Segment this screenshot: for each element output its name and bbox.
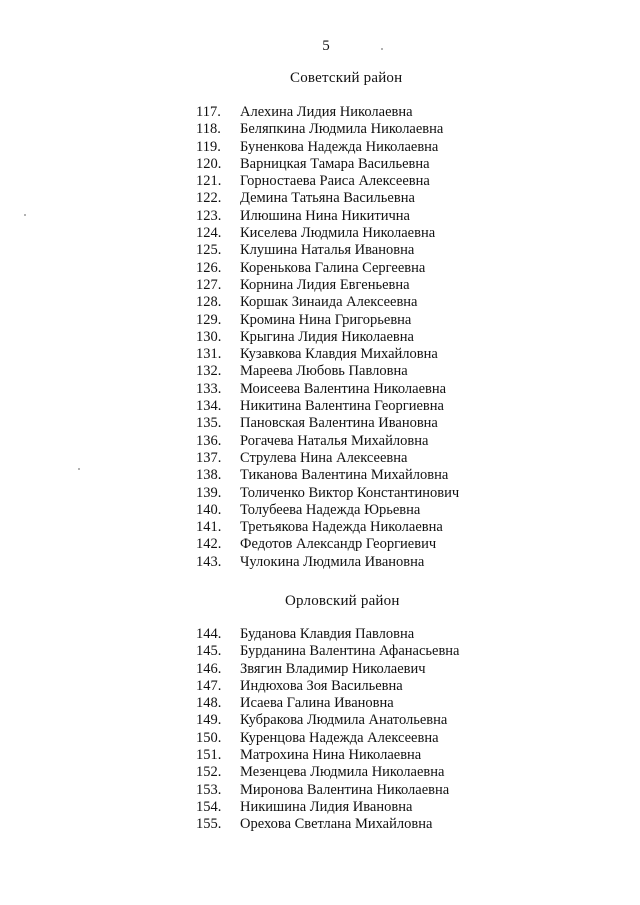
list-item [0,799,640,816]
entry-name: Матрохина Нина Николаевна [240,747,422,764]
list-item [0,536,640,553]
list-item [0,730,640,747]
list-item [0,208,640,225]
entry-name: Кореньковa Галина Сергеевна [240,259,426,276]
list-item [0,450,640,467]
entry-number: 136. [196,432,222,449]
entry-name: Буненкова Надежда Николаевна [240,138,439,155]
entry-number: 153. [196,781,222,798]
list-item [0,363,640,380]
list-item [0,312,640,329]
entry-name: Звягин Владимир Николаевич [240,660,426,677]
entry-name: Варницкая Тамара Васильевна [240,155,430,172]
scan-speck [78,468,80,470]
entry-number: 121. [196,173,222,190]
entry-name: Куренцова Надежда Алексеевна [240,729,439,746]
entry-name: Третьякова Надежда Николаевна [240,519,443,536]
list-item [0,626,640,643]
entry-number: 155. [196,816,222,833]
entry-number: 140. [196,501,222,518]
entry-number: 130. [196,328,222,345]
list-item [0,782,640,799]
list-item [0,190,640,207]
entry-name: Алехина Лидия Николаевна [240,104,413,120]
entry-name: Моисеева Валентина Николаевна [240,380,447,397]
list-item [0,398,640,415]
entry-number: 129. [196,311,222,328]
list-item [0,661,640,678]
entry-number: 125. [196,242,222,259]
list-item [0,467,640,484]
entry-number: 137. [196,449,222,466]
entry-name: Коршак Зинаида Алексеевна [240,294,418,311]
list-item [0,415,640,432]
entry-name: Клушина Наталья Ивановна [240,242,415,259]
list-item [0,695,640,712]
list-item [0,381,640,398]
entry-number: 144. [196,626,222,642]
entry-number: 135. [196,415,222,432]
entry-name: Струлева Нина Алексеевна [240,449,408,466]
list-item [0,104,640,121]
entry-number: 126. [196,259,222,276]
entry-number: 143. [196,553,222,570]
entry-name: Киселева Людмила Николаевна [240,225,436,242]
entry-number: 131. [196,346,222,363]
list-item [0,678,640,695]
entry-number: 117. [196,104,221,120]
entry-number: 142. [196,536,222,553]
list-item [0,173,640,190]
list-item [0,121,640,138]
entry-name: Рогачева Наталья Михайловна [240,432,429,449]
list-item [0,139,640,156]
entry-number: 150. [196,729,222,746]
entry-name: Мезенцева Людмила Николаевна [240,764,445,781]
entry-number: 119. [196,138,221,155]
list-item [0,242,640,259]
entry-number: 118. [196,121,221,138]
list-item [0,225,640,242]
entry-number: 141. [196,519,222,536]
entry-list-sovetsky [0,104,640,571]
entry-number: 148. [196,695,222,712]
list-item [0,485,640,502]
list-item [0,277,640,294]
list-item [0,294,640,311]
entry-name: Кузавкова Клавдия Михайловна [240,346,438,363]
entry-number: 146. [196,660,222,677]
list-item [0,764,640,781]
entry-name: Федотов Александр Георгиевич [240,536,437,553]
entry-name: Индюхова Зоя Васильевна [240,677,403,694]
entry-name: Орехова Светлана Михайловна [240,816,433,833]
entry-number: 133. [196,380,222,397]
list-item [0,554,640,571]
entry-number: 132. [196,363,222,380]
scan-speck [381,48,383,50]
entry-number: 138. [196,467,222,484]
entry-number: 149. [196,712,222,729]
entry-name: Кромина Нина Григорьевна [240,311,412,328]
entry-number: 154. [196,798,222,815]
scan-speck [24,214,26,216]
list-item [0,502,640,519]
page-number: 5 [322,38,330,54]
list-item [0,519,640,536]
entry-name: Тиканова Валентина Михайловна [240,467,449,484]
entry-number: 128. [196,294,222,311]
entry-name: Крыгина Лидия Николаевна [240,328,414,345]
list-item [0,260,640,277]
entry-name: Чулокина Людмила Ивановна [240,553,425,570]
entry-name: Горностаева Раиса Алексеевна [240,173,430,190]
entry-name: Кубракова Людмила Анатольевна [240,712,448,729]
entry-number: 151. [196,747,222,764]
entry-number: 123. [196,207,222,224]
entry-name: Пановская Валентина Ивановна [240,415,438,432]
entry-number: 134. [196,398,222,415]
entry-list-orlovsky [0,626,640,834]
entry-name: Беляпкина Людмила Николаевна [240,121,444,138]
list-item [0,816,640,833]
entry-name: Исаева Галина Ивановна [240,695,394,712]
list-item [0,156,640,173]
entry-number: 147. [196,677,222,694]
entry-name: Миронова Валентина Николаевна [240,781,450,798]
entry-name: Бурданина Валентина Афанасьевна [240,643,460,660]
section-title-sovetsky: Советский район [290,70,403,86]
section-title-orlovsky: Орловский район [285,593,400,609]
list-item [0,643,640,660]
entry-number: 124. [196,225,222,242]
entry-name: Буданова Клавдия Павловна [240,626,415,642]
entry-name: Никишина Лидия Ивановна [240,798,413,815]
entry-number: 145. [196,643,222,660]
entry-name: Илюшина Нина Никитична [240,207,410,224]
entry-name: Толиченко Виктор Константинович [240,484,460,501]
entry-number: 120. [196,155,222,172]
entry-name: Корнина Лидия Евгеньевна [240,276,410,293]
entry-number: 139. [196,484,222,501]
list-item [0,346,640,363]
entry-number: 127. [196,276,222,293]
entry-name: Демина Татьяна Васильевна [240,190,415,207]
entry-name: Мареева Любовь Павловна [240,363,408,380]
entry-name: Толубеева Надежда Юрьевна [240,501,421,518]
list-item [0,747,640,764]
list-item [0,433,640,450]
entry-number: 122. [196,190,222,207]
entry-name: Никитина Валентина Георгиевна [240,398,444,415]
list-item [0,712,640,729]
entry-number: 152. [196,764,222,781]
list-item [0,329,640,346]
